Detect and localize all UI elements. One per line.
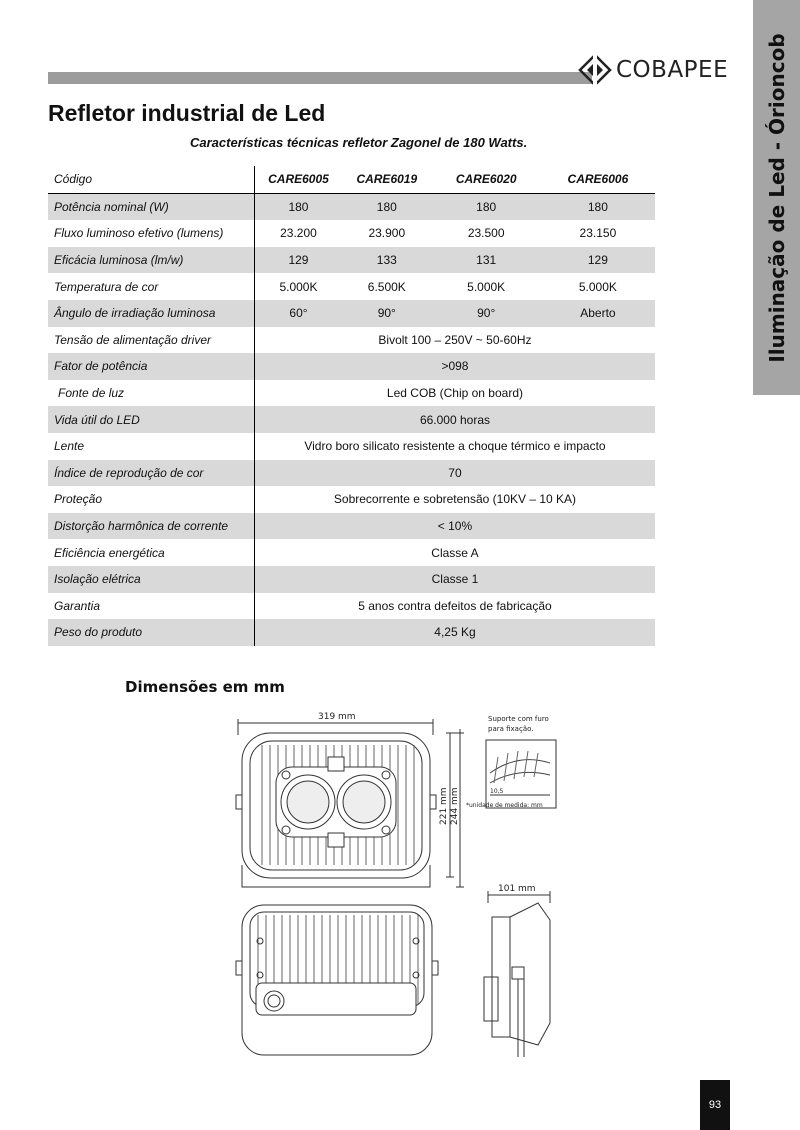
row-label: Peso do produto [48, 619, 254, 646]
row-label: Eficácia luminosa (lm/w) [48, 247, 254, 274]
cell: 180 [432, 193, 541, 220]
cell: >098 [254, 353, 655, 380]
width-dimension-label: 319 mm [318, 712, 356, 722]
table-row [48, 353, 655, 380]
row-label: Potência nominal (W) [48, 193, 254, 220]
cell: 5.000K [467, 279, 506, 294]
cell: 180 [541, 193, 655, 220]
cell: 5 anos contra defeitos de fabricação [358, 598, 552, 613]
table-row [48, 193, 655, 220]
height-dimension-label-1: 221 mm [439, 787, 449, 825]
row-label: Índice de reprodução de cor [48, 460, 254, 487]
table-row [48, 300, 655, 327]
cell: 60° [254, 300, 342, 327]
header-code: CARE6006 [541, 166, 655, 193]
cell: 4,25 Kg [254, 619, 655, 646]
table-row [48, 406, 655, 433]
cell: 129 [254, 247, 342, 274]
table-row [48, 380, 655, 407]
row-label: Temperatura de cor [48, 273, 254, 300]
header-label: Código [48, 166, 254, 193]
table-row [48, 247, 655, 274]
row-label: Proteção [48, 486, 254, 513]
cobapee-logo-icon [578, 53, 612, 87]
support-note-line-2: para fixação. [488, 725, 534, 733]
cell: 6.500K [367, 279, 406, 294]
technical-drawing [228, 705, 568, 1065]
header-code: CARE6005 [254, 166, 342, 193]
table-header-row [48, 166, 655, 193]
support-note-line-1: Suporte com furo [488, 715, 549, 723]
cell: < 10% [254, 513, 655, 540]
cell: 131 [432, 247, 541, 274]
header-code: CARE6020 [432, 166, 541, 193]
row-label: Distorção harmônica de corrente [48, 513, 254, 540]
row-label: Lente [48, 433, 254, 460]
rear-housing-outline [242, 905, 432, 1055]
section-side-tab [753, 0, 800, 395]
dimensions-title: Dimensões em mm [125, 678, 285, 696]
page-title: Refletor industrial de Led [48, 100, 326, 126]
row-label: Isolação elétrica [48, 566, 254, 593]
cell: Aberto [541, 300, 655, 327]
cell: 5.000K [578, 279, 617, 294]
cell: 129 [541, 247, 655, 274]
cell: 66.000 horas [254, 406, 655, 433]
table-row [48, 327, 655, 354]
cell: 90° [432, 300, 541, 327]
cell: 90° [342, 300, 432, 327]
cell: 23.500 [467, 226, 505, 241]
row-label: Vida útil do LED [48, 406, 254, 433]
height-dimension-label-2: 244 mm [450, 787, 460, 825]
side-tab-label: Iluminação de Led - Órioncob [764, 32, 789, 363]
row-label: Ângulo de irradiação luminosa [48, 300, 254, 327]
table-row [48, 539, 655, 566]
cell: 70 [254, 460, 655, 487]
row-label: Tensão de alimentação driver [48, 327, 254, 354]
table-row [48, 513, 655, 540]
cell: Classe A [431, 545, 479, 560]
row-label: Fonte de luz [48, 380, 254, 407]
cell: 23.200 [280, 226, 317, 241]
cell: 133 [342, 247, 432, 274]
header-code: CARE6019 [342, 166, 432, 193]
table-row [48, 460, 655, 487]
cell: 180 [254, 193, 342, 220]
depth-dimension-label: 101 mm [498, 884, 536, 894]
cell: 5.000K [279, 279, 318, 294]
unit-note: *unidade de medida: mm [466, 802, 543, 809]
brand-logo [578, 52, 748, 88]
cell: Classe 1 [254, 566, 655, 593]
row-label: Fluxo luminoso efetivo (lumens) [48, 220, 254, 247]
cell: 23.900 [368, 226, 406, 241]
brand-name: COBAPEE [616, 57, 729, 83]
row-label: Eficiência energética [48, 539, 254, 566]
header-bar [48, 72, 592, 84]
table-row [48, 619, 655, 646]
table-row [48, 273, 655, 300]
cell: 180 [342, 193, 432, 220]
table-row [48, 566, 655, 593]
cell: Bivolt 100 – 250V ~ 50-60Hz [378, 332, 532, 347]
table-row [48, 220, 655, 247]
table-row [48, 593, 655, 620]
cell: Led COB (Chip on board) [386, 386, 523, 401]
table-row [48, 433, 655, 460]
cell: Vidro boro silicato resistente a choque térmico e impacto [304, 439, 606, 454]
detail-dimension-label: 10,5 [490, 788, 504, 795]
cell: Sobrecorrente e sobretensão (10KV – 10 KA) [333, 492, 577, 507]
row-label: Fator de potência [48, 353, 254, 380]
page-subtitle: Características técnicas refletor Zagonel de 180 Watts. [190, 135, 528, 150]
table-row [48, 486, 655, 513]
row-label: Garantia [48, 593, 254, 620]
page-number: 93 [700, 1080, 730, 1130]
spec-table [48, 166, 655, 646]
cell: 23.150 [579, 226, 617, 241]
